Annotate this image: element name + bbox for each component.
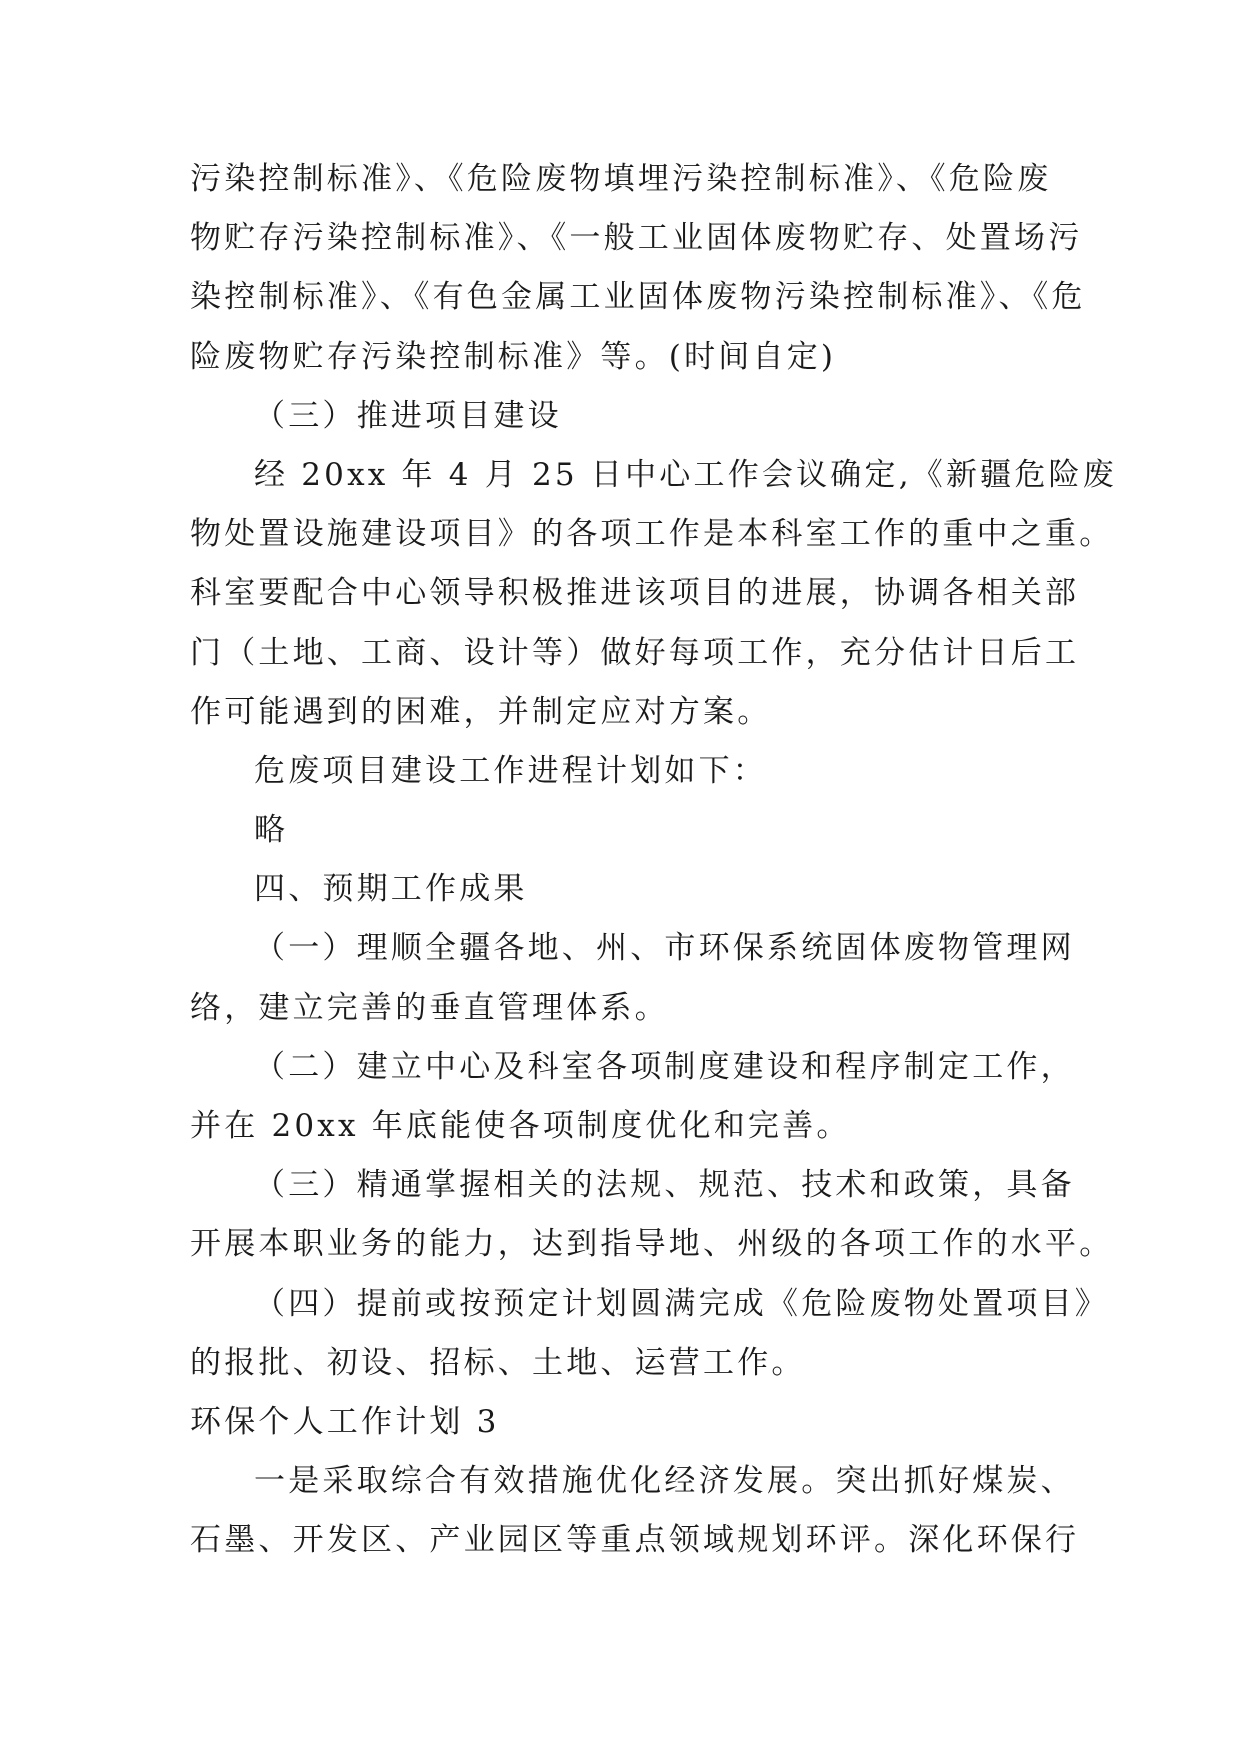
document-body [190, 150, 1117, 1571]
paragraph-start: 经 20xx 年 4 月 25 日中心工作会议确定,《新疆危险废 [254, 456, 1117, 493]
text-line: 络，建立完善的垂直管理体系。 [190, 989, 669, 1026]
list-item-start: （一）理顺全疆各地、州、市环保系统固体废物管理网 [254, 930, 1075, 967]
text-line: 物贮存污染控制标准》、《一般工业固体废物贮存、处置场污 [190, 220, 1083, 257]
text-line: 染控制标准》、《有色金属工业固体废物污染控制标准》、《危 [190, 279, 1086, 316]
text-line: 污染控制标准》、《危险废物填埋污染控制标准》、《危险废 [190, 161, 1052, 197]
text-line: 物处置设施建设项目》的各项工作是本科室工作的重中之重。 [190, 516, 1114, 553]
text-line: 开展本职业务的能力，达到指导地、州级的各项工作的水平。 [190, 1226, 1114, 1263]
list-item-start: （二）建立中心及科室各项制度建设和程序制定工作， [254, 1048, 1075, 1085]
text-line: 科室要配合中心领导积极推进该项目的进展，协调各相关部 [190, 575, 1080, 612]
section-heading: 四、预期工作成果 [254, 871, 528, 908]
paragraph-start: 一是采取综合有效措施优化经济发展。突出抓好煤炭、 [254, 1463, 1075, 1500]
text-line: 的报批、初设、招标、土地、运营工作。 [190, 1344, 806, 1381]
document-section-title: 环保个人工作计划 3 [190, 1403, 500, 1440]
paragraph-start: 危废项目建设工作进程计划如下： [254, 752, 767, 789]
text-line: 门（土地、工商、设计等）做好每项工作，充分估计日后工 [190, 634, 1080, 671]
list-item-start: （四）提前或按预定计划圆满完成《危险废物处置项目》 [254, 1285, 1109, 1322]
text-line: 险废物贮存污染控制标准》等。(时间自定) [190, 338, 837, 375]
text-line: 作可能遇到的困难，并制定应对方案。 [190, 693, 772, 730]
paragraph-start: 略 [254, 812, 289, 849]
list-item-start: （三）精通掌握相关的法规、规范、技术和政策，具备 [254, 1167, 1075, 1204]
text-line: 并在 20xx 年底能使各项制度优化和完善。 [190, 1108, 851, 1144]
section-heading: （三）推进项目建设 [254, 397, 562, 434]
text-line: 石墨、开发区、产业园区等重点领域规划环评。深化环保行 [190, 1522, 1080, 1559]
